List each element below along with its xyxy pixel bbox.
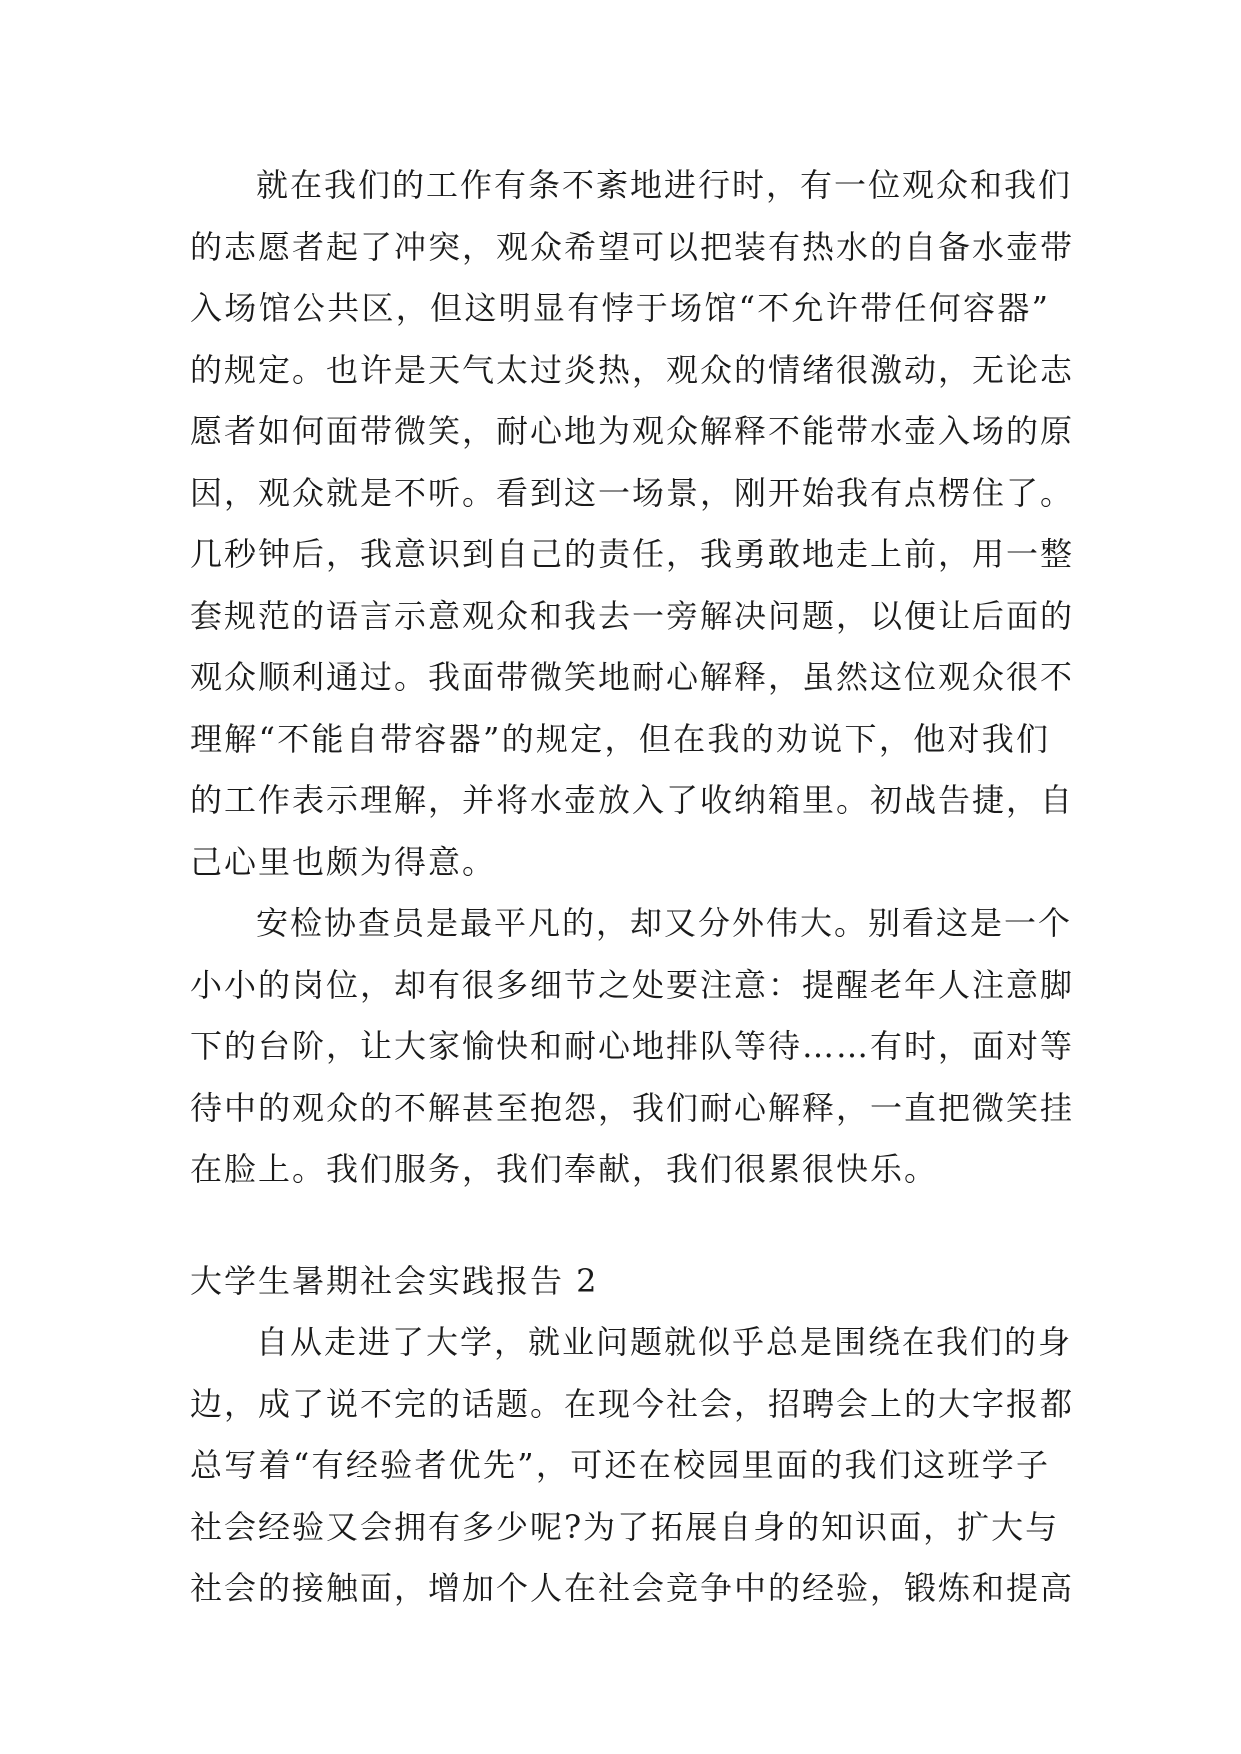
paragraph-line: 入场馆公共区，但这明显有悖于场馆“不允许带任何容器” [190, 289, 1050, 327]
paragraph-line: 套规范的语言示意观众和我去一旁解决问题，以便让后面的 [190, 596, 1075, 635]
paragraph-line: 下的台阶，让大家愉快和耐心地排队等待……有时，面对等 [190, 1027, 1075, 1065]
paragraph-line: 观众顺利通过。我面带微笑地耐心解释，虽然这位观众很不 [190, 658, 1075, 696]
paragraph-line: 安检协查员是最平凡的，却又分外伟大。别看这是一个 [256, 904, 1073, 942]
paragraph-line: 因，观众就是不听。看到这一场景，刚开始我有点楞住了。 [190, 473, 1075, 512]
paragraph-line: 社会的接触面，增加个人在社会竞争中的经验，锻炼和提高 [190, 1569, 1075, 1607]
paragraph-line: 小小的岗位，却有很多细节之处要注意：提醒老年人注意脚 [190, 965, 1075, 1004]
paragraph-line: 边，成了说不完的话题。在现今社会，招聘会上的大字报都 [190, 1384, 1075, 1423]
paragraph-1 [190, 155, 1075, 893]
paragraph-line: 几秒钟后，我意识到自己的责任，我勇敢地走上前，用一整 [190, 535, 1075, 573]
paragraph-line: 理解“不能自带容器”的规定，但在我的劝说下，他对我们 [190, 719, 1050, 758]
paragraph-line: 在脸上。我们服务，我们奉献，我们很累很快乐。 [190, 1150, 939, 1188]
paragraph-line: 的规定。也许是天气太过炎热，观众的情绪很激动，无论志 [190, 350, 1075, 389]
paragraph-line: 社会经验又会拥有多少呢?为了拓展自身的知识面，扩大与 [190, 1507, 1060, 1546]
paragraph-2 [190, 893, 1075, 1201]
paragraph-line: 的志愿者起了冲突，观众希望可以把装有热水的自备水壶带 [190, 227, 1075, 266]
document-body [190, 155, 1075, 1620]
paragraph-line: 己心里也颇为得意。 [190, 842, 497, 881]
paragraph-3 [190, 1312, 1075, 1620]
section-heading: 大学生暑期社会实践报告 2 [190, 1261, 599, 1300]
paragraph-line: 的工作表示理解，并将水壶放入了收纳箱里。初战告捷，自 [190, 781, 1075, 819]
paragraph-line: 总写着“有经验者优先”，可还在校园里面的我们这班学子 [190, 1446, 1050, 1484]
paragraph-line: 愿者如何面带微笑，耐心地为观众解释不能带水壶入场的原 [190, 412, 1075, 450]
paragraph-line: 待中的观众的不解甚至抱怨，我们耐心解释，一直把微笑挂 [190, 1088, 1075, 1127]
paragraph-line: 自从走进了大学，就业问题就似乎总是围绕在我们的身 [256, 1323, 1073, 1361]
paragraph-line: 就在我们的工作有条不紊地进行时，有一位观众和我们 [256, 166, 1073, 204]
section-gap [190, 1201, 1050, 1251]
